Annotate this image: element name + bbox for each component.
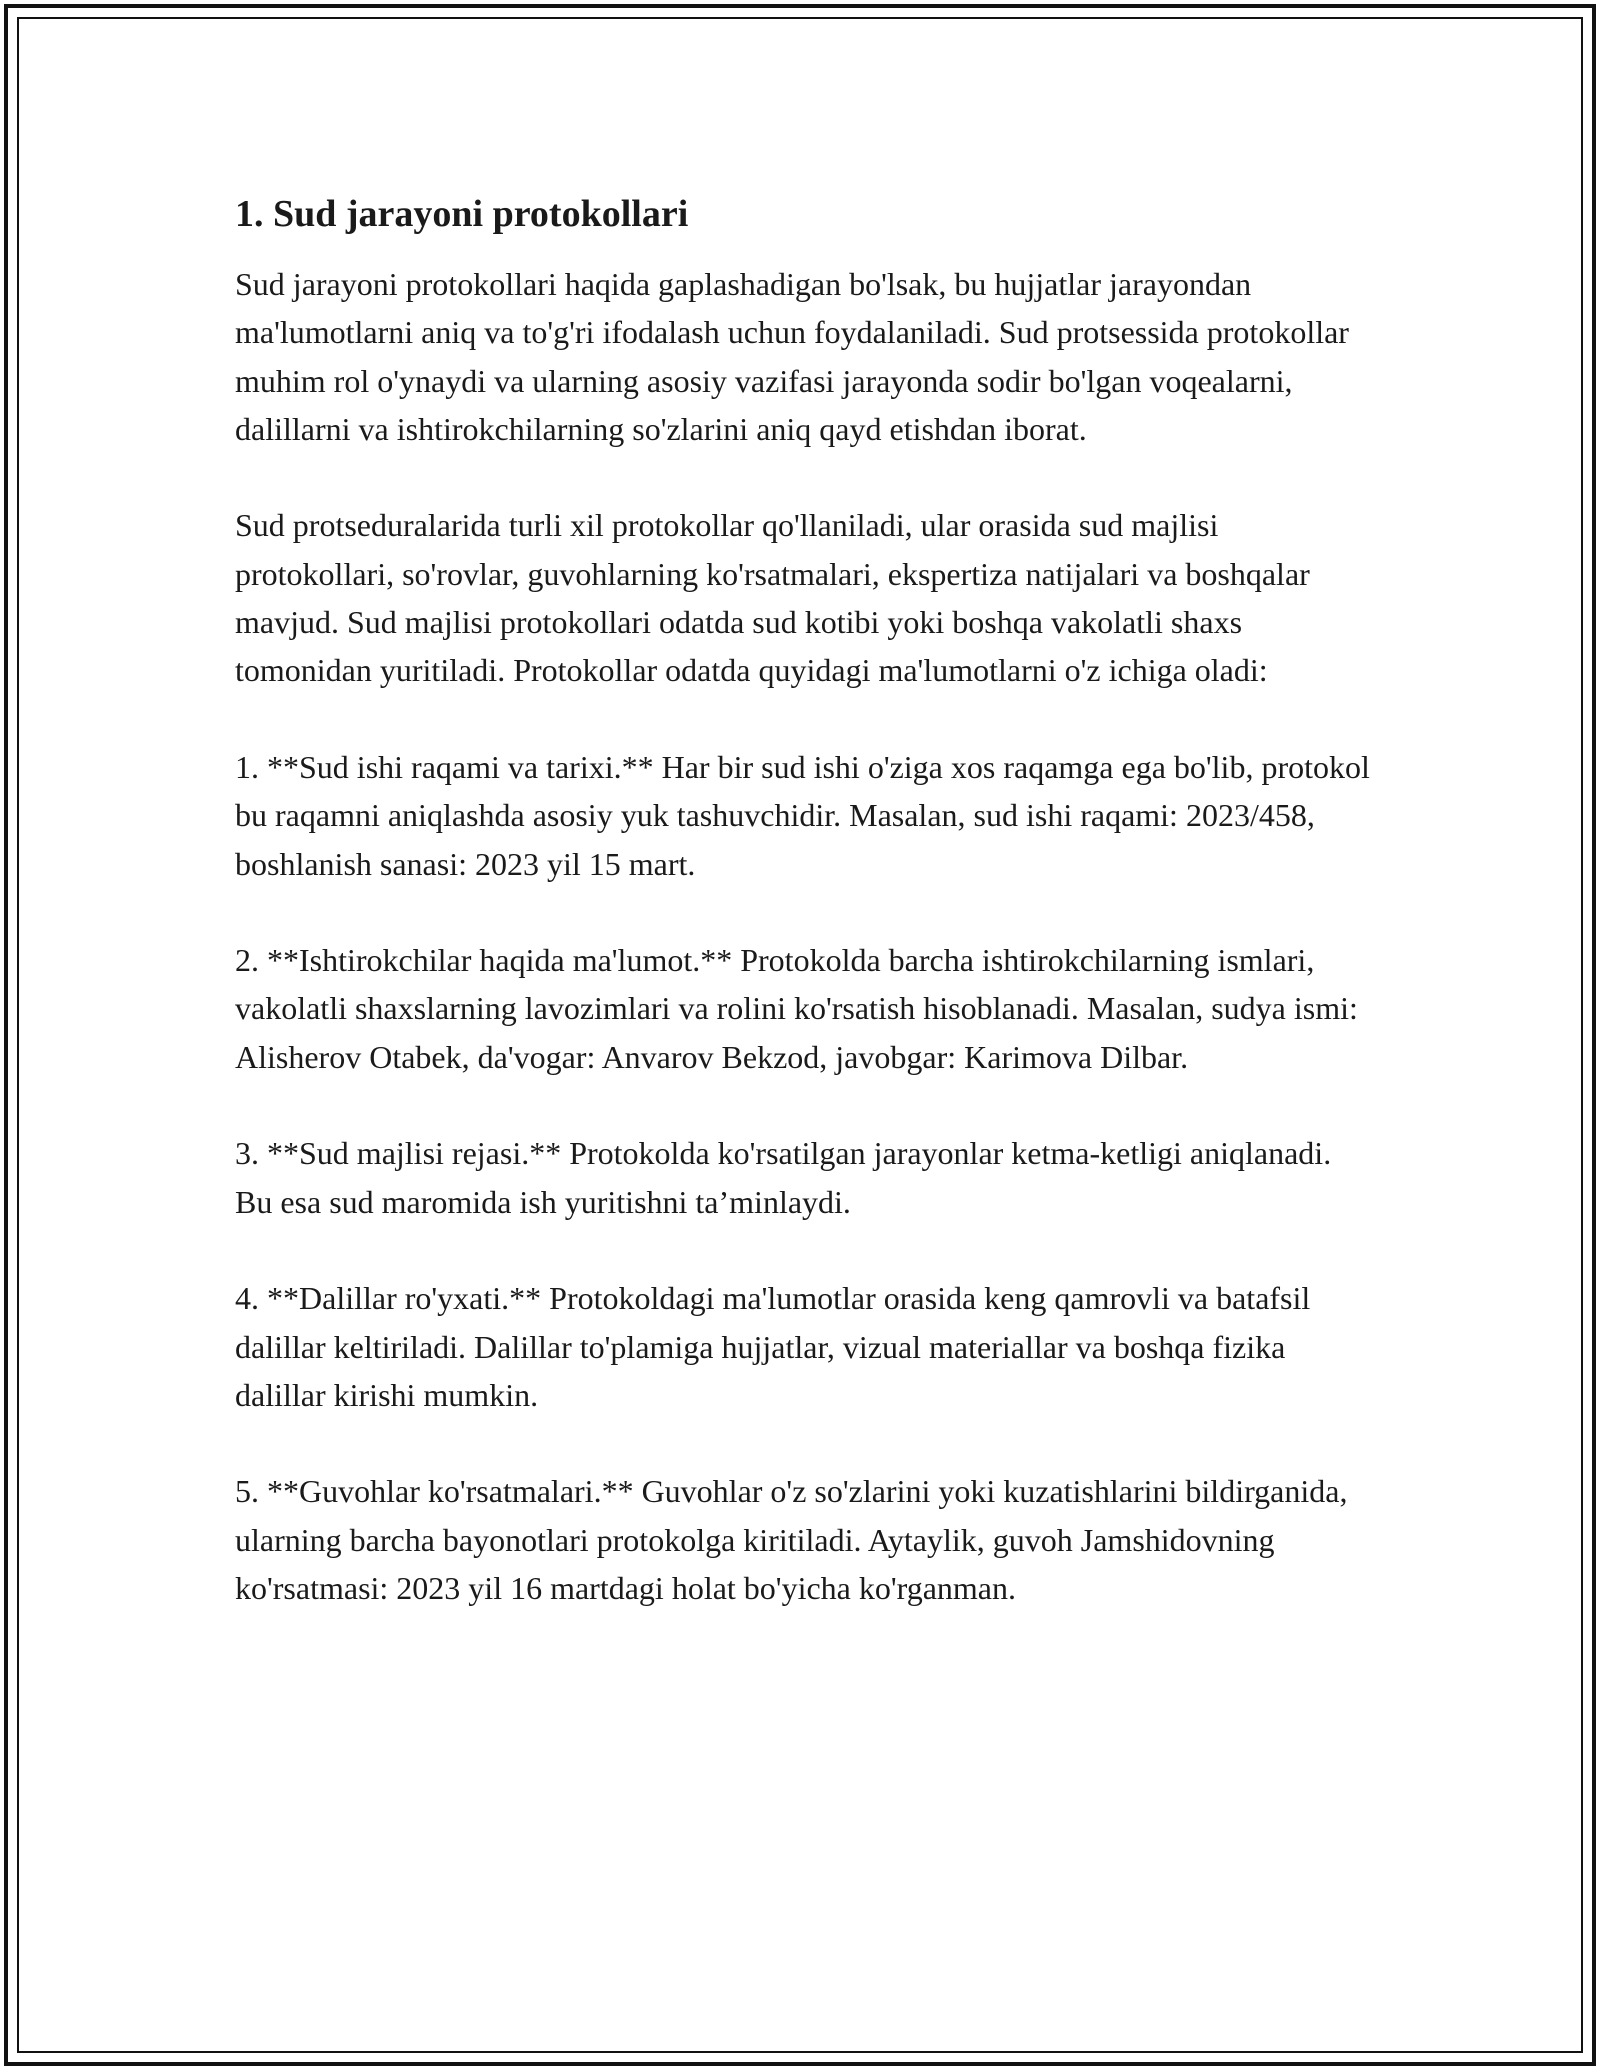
paragraph-types: Sud protseduralarida turli xil protokollar qo'llaniladi, ular orasida sud majlisi protokollari, so'rovlar, guvohlarning ko'rsatmalari, ekspertiza natijalari va boshqalar mavjud. Sud majlisi protokollari odatda sud kotibi yoki boshqa vakolatli shaxs tomonidan yuritiladi. Protokollar odatda quyidagi ma'lumotlarni o'z ichiga oladi: bbox=[235, 507, 1310, 689]
section-title: 1. Sud jarayoni protokollari bbox=[235, 193, 689, 235]
list-item-witnesses: 5. **Guvohlar ko'rsatmalari.** Guvohlar o'z so'zlarini yoki kuzatishlarini bildirganida, ularning barcha bayonotlari protokolga kiritiladi. Aytaylik, guvoh Jamshidovning ko'rsatmasi: 2023 yil 16 martdagi holat bo'yicha ko'rganman. bbox=[235, 1473, 1348, 1607]
list-item-participants: 2. **Ishtirokchilar haqida ma'lumot.** Protokolda barcha ishtirokchilarning ismlari, vakolatli shaxslarning lavozimlari va rolini ko'rsatish hisoblanadi. Masalan, sudya ismi: Alisherov Otabek, da'vogar: Anvarov Bekzod, javobgar: Karimova Dilbar. bbox=[235, 942, 1358, 1075]
list-item-session-plan: 3. **Sud majlisi rejasi.** Protokolda ko'rsatilgan jarayonlar ketma-ketligi aniqlanadi. Bu esa sud maromida ish yuritishni ta’minlaydi. bbox=[235, 1135, 1332, 1220]
list-item-evidence: 4. **Dalillar ro'yxati.** Protokoldagi ma'lumotlar orasida keng qamrovli va batafsil dalillar keltiriladi. Dalillar to'plamiga hujjatlar, vizual materiallar va boshqa fizika dalillar kirishi mumkin. bbox=[235, 1280, 1311, 1413]
paragraph-intro: Sud jarayoni protokollari haqida gaplashadigan bo'lsak, bu hujjatlar jarayondan ma'lumotlarni aniq va to'g'ri ifodalash uchun foydalaniladi. Sud protsessida protokollar muhim rol o'ynaydi va ularning asosiy vazifasi jarayonda sodir bo'lgan voqealarni, dalillarni va ishtirokchilarning so'zlarini aniq qayd etishdan iborat. bbox=[235, 266, 1349, 447]
list-item-case-number: 1. **Sud ishi raqami va tarixi.** Har bir sud ishi o'ziga xos raqamga ega bo'lib, protokol bu raqamni aniqlashda asosiy yuk tashuvchidir. Masalan, sud ishi raqami: 2023/458, boshlanish sanasi: 2023 yil 15 mart. bbox=[235, 748, 1370, 882]
document-body bbox=[235, 188, 1375, 1661]
